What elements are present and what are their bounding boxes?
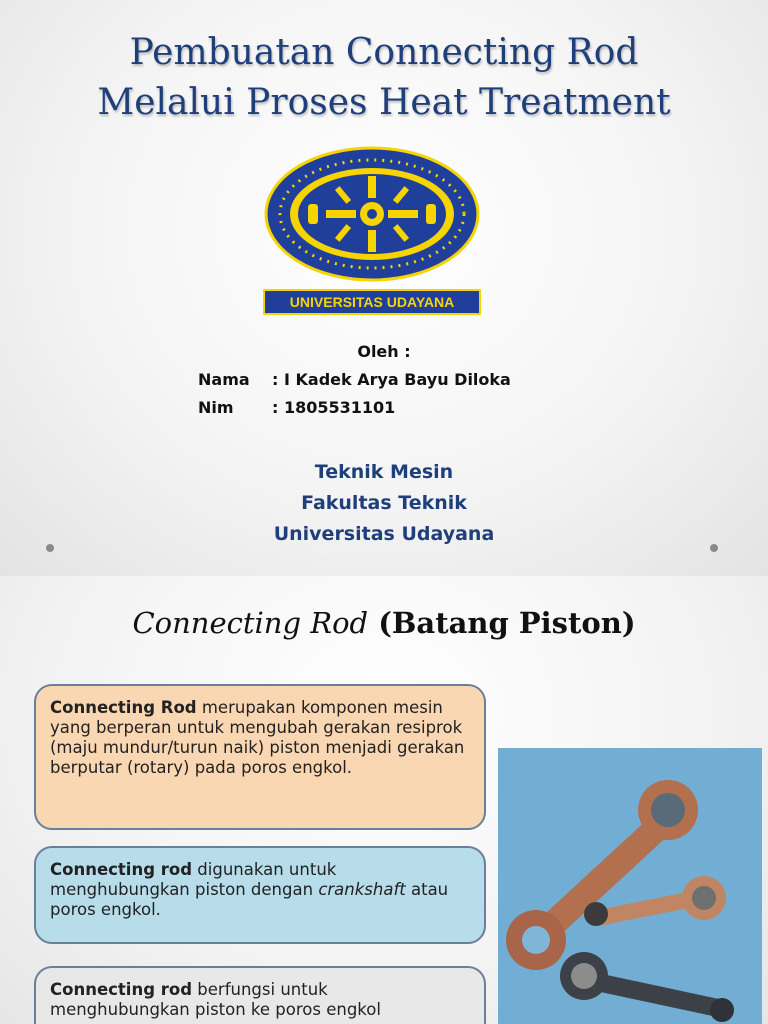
slide-dot-left — [46, 544, 54, 552]
name-row — [198, 370, 511, 389]
slide2-title: Connecting Rod (Batang Piston) — [132, 606, 636, 640]
faculty: Fakultas Teknik — [301, 492, 467, 514]
university-logo — [262, 146, 482, 316]
usage-box: Connecting rod digunakan untuk menghubungkan piston dengan crankshaft atau poros engkol. — [34, 846, 486, 944]
logo-text: UNIVERSITAS UDAYANA — [289, 294, 455, 310]
nim-value: : 1805531101 — [272, 398, 396, 417]
nim-row — [198, 398, 395, 417]
university: Universitas Udayana — [273, 523, 495, 545]
author-heading: Oleh : — [357, 342, 411, 361]
name-value: : I Kadek Arya Bayu Diloka — [272, 370, 511, 389]
content-slide — [0, 576, 768, 1024]
department: Teknik Mesin — [314, 461, 454, 483]
nim-label: Nim — [198, 398, 234, 417]
function-box: Connecting rod berfungsi untuk menghubungkan piston ke poros engkol — [34, 966, 486, 1024]
definition-box: Connecting Rod merupakan komponen mesin yang berperan untuk mengubah gerakan resiprok (maju mundur/turun naik) piston menjadi gerakan berputar (rotary) pada poros engkol. — [34, 684, 486, 830]
slide-dot-right — [710, 544, 718, 552]
slide-title: Pembuatan Connecting Rod Melalui Proses Heat Treatment — [97, 32, 671, 123]
connecting-rod-photo — [498, 748, 762, 1024]
name-label: Nama — [198, 370, 250, 389]
